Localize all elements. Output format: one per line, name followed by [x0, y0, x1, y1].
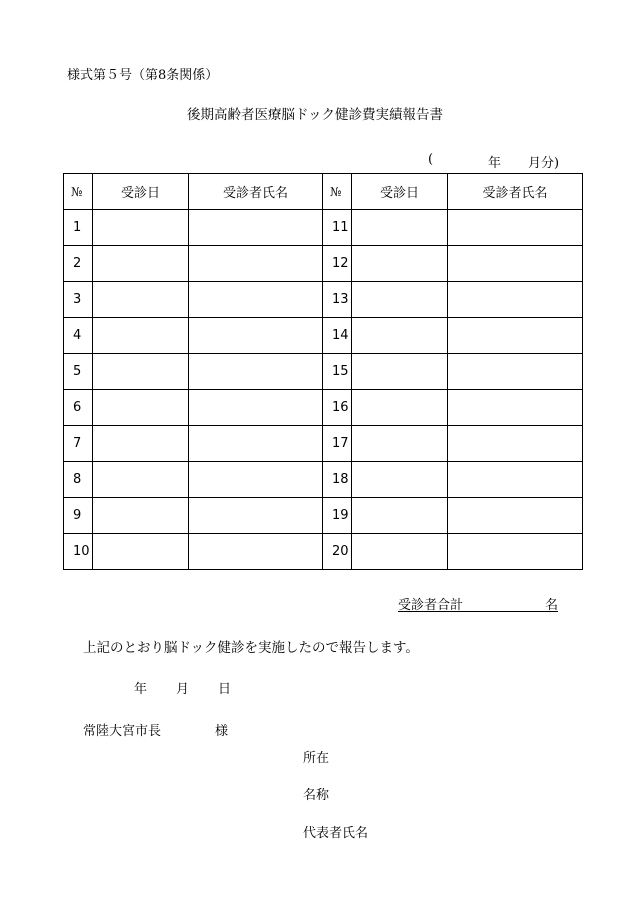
- row-number: 9: [64, 498, 93, 534]
- table-row: [64, 534, 583, 570]
- row-number: 6: [64, 390, 93, 426]
- exam-date-cell[interactable]: [352, 390, 448, 426]
- row-number: 11: [323, 210, 352, 246]
- exam-date-cell[interactable]: [352, 354, 448, 390]
- exam-date-cell[interactable]: [93, 462, 189, 498]
- exam-date-cell[interactable]: [93, 354, 189, 390]
- addressee-honorific: 様: [215, 724, 229, 739]
- row-number: 10: [64, 534, 93, 570]
- date-month-label: 月: [176, 682, 190, 697]
- exam-date-cell[interactable]: [352, 246, 448, 282]
- period-year-label: 年: [488, 156, 502, 171]
- row-number: 12: [323, 246, 352, 282]
- row-number: 8: [64, 462, 93, 498]
- exam-date-cell[interactable]: [93, 534, 189, 570]
- form-number: 様式第５号（第8条関係）: [67, 68, 219, 83]
- date-year-label: 年: [134, 682, 148, 697]
- exam-date-cell[interactable]: [93, 498, 189, 534]
- table-row: [64, 246, 583, 282]
- row-number: 14: [323, 318, 352, 354]
- exam-date-cell[interactable]: [352, 426, 448, 462]
- examinee-name-cell[interactable]: [189, 246, 323, 282]
- table-header-row: [64, 174, 583, 210]
- examinee-name-cell[interactable]: [448, 390, 583, 426]
- examinee-total-label: 受診者合計: [398, 598, 464, 613]
- exam-date-cell[interactable]: [352, 534, 448, 570]
- exam-date-cell[interactable]: [352, 462, 448, 498]
- table-row: [64, 210, 583, 246]
- header-no-right: №: [323, 174, 352, 210]
- examinee-name-cell[interactable]: [448, 282, 583, 318]
- examinee-total-underline: [398, 611, 558, 612]
- row-number: 19: [323, 498, 352, 534]
- exam-date-cell[interactable]: [93, 282, 189, 318]
- examinee-name-cell[interactable]: [189, 426, 323, 462]
- table-row: [64, 462, 583, 498]
- examinee-name-cell[interactable]: [448, 462, 583, 498]
- exam-date-cell[interactable]: [93, 210, 189, 246]
- row-number: 16: [323, 390, 352, 426]
- row-number: 15: [323, 354, 352, 390]
- examinee-name-cell[interactable]: [189, 462, 323, 498]
- header-examinee-name-left: 受診者氏名: [189, 174, 323, 210]
- examinee-name-cell[interactable]: [448, 246, 583, 282]
- examinee-name-cell[interactable]: [189, 534, 323, 570]
- table-row: [64, 426, 583, 462]
- table-row: [64, 498, 583, 534]
- examinee-name-cell[interactable]: [189, 210, 323, 246]
- row-number: 5: [64, 354, 93, 390]
- examinee-name-cell[interactable]: [448, 318, 583, 354]
- exam-date-cell[interactable]: [93, 318, 189, 354]
- table-row: [64, 282, 583, 318]
- row-number: 3: [64, 282, 93, 318]
- row-number: 17: [323, 426, 352, 462]
- row-number: 20: [323, 534, 352, 570]
- examinee-name-cell[interactable]: [189, 318, 323, 354]
- period-open-paren: (: [428, 152, 434, 167]
- representative-name-label: 代表者氏名: [303, 826, 369, 841]
- exam-date-cell[interactable]: [93, 246, 189, 282]
- institution-name-label: 名称: [303, 788, 330, 803]
- examinee-name-cell[interactable]: [448, 498, 583, 534]
- institution-address-label: 所在: [303, 751, 330, 766]
- addressee: 常陸大宮市長: [83, 724, 162, 739]
- period-month-label: 月分): [528, 156, 560, 171]
- examinee-name-cell[interactable]: [448, 426, 583, 462]
- table-row: [64, 318, 583, 354]
- report-statement: 上記のとおり脳ドック健診を実施したので報告します。: [83, 640, 419, 656]
- exam-date-cell[interactable]: [352, 282, 448, 318]
- exam-date-cell[interactable]: [352, 318, 448, 354]
- exam-date-cell[interactable]: [352, 498, 448, 534]
- header-no-left: №: [64, 174, 93, 210]
- document-title: 後期高齢者医療脳ドック健診費実績報告書: [187, 107, 443, 123]
- examination-record-table: [63, 173, 583, 570]
- exam-date-cell[interactable]: [93, 390, 189, 426]
- examinee-name-cell[interactable]: [189, 498, 323, 534]
- table-row: [64, 354, 583, 390]
- exam-date-cell[interactable]: [93, 426, 189, 462]
- examinee-name-cell[interactable]: [448, 354, 583, 390]
- header-exam-date-right: 受診日: [352, 174, 448, 210]
- header-exam-date-left: 受診日: [93, 174, 189, 210]
- examinee-name-cell[interactable]: [189, 282, 323, 318]
- header-examinee-name-right: 受診者氏名: [448, 174, 583, 210]
- examinee-name-cell[interactable]: [448, 210, 583, 246]
- examinee-total-unit: 名: [545, 598, 559, 613]
- examinee-name-cell[interactable]: [189, 390, 323, 426]
- examinee-name-cell[interactable]: [189, 354, 323, 390]
- table-row: [64, 390, 583, 426]
- exam-date-cell[interactable]: [352, 210, 448, 246]
- row-number: 18: [323, 462, 352, 498]
- examinee-name-cell[interactable]: [448, 534, 583, 570]
- date-day-label: 日: [218, 682, 232, 697]
- row-number: 13: [323, 282, 352, 318]
- row-number: 7: [64, 426, 93, 462]
- row-number: 2: [64, 246, 93, 282]
- row-number: 4: [64, 318, 93, 354]
- row-number: 1: [64, 210, 93, 246]
